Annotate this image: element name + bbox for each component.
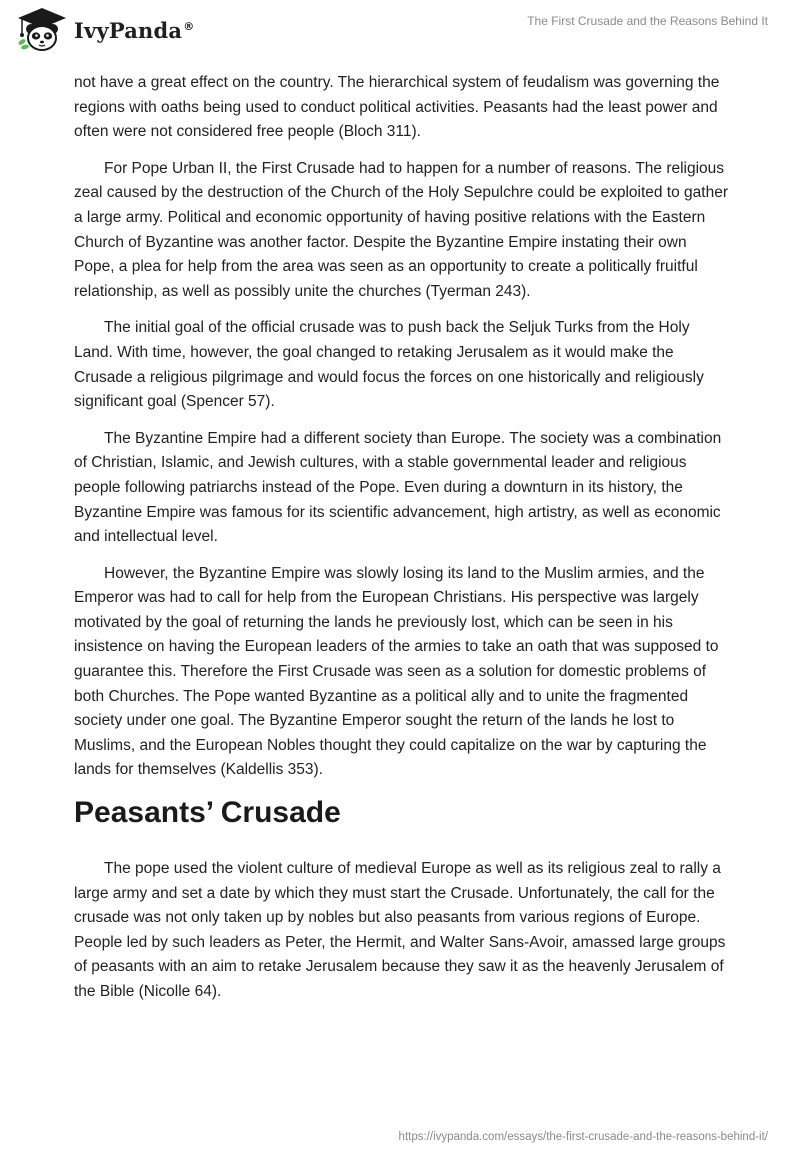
page-header xyxy=(0,0,800,64)
paragraph: The Byzantine Empire had a different society than Europe. The society was a combination of Christian, Islamic, and Jewish cultures, with a stable governmental leader and religious people following patriarchs instead of the Pope. Even during a downturn in its history, the Byzantine Empire was famous for its scientific advancement, high artistry, as well as economic and intellectual level. xyxy=(74,429,722,546)
paragraph: not have a great effect on the country. The hierarchical system of feudalism was governing the regions with oaths being used to conduct political activities. Peasants had the least power and often were not considered free people (Bloch 311). xyxy=(74,74,720,141)
paragraph: However, the Byzantine Empire was slowly losing its land to the Muslim armies, and the Emperor was had to call for help from the European Christians. His perspective was largely motivated by the goal of returning the lands he previously lost, which can be seen in his insistence on having the European leaders of the armies to take an oath that was supposed to guarantee this. Therefore the First Crusade was seen as a solution for domestic problems of both Churches. The Pope wanted Byzantine as a political ally and to unite the fragmented society under one goal. The Byzantine Emperor sought the return of the lands he lost to Muslims, and the European Nobles thought they could capitalize on the war by capturing the lands for themselves (Kaldellis 353). xyxy=(74,564,719,779)
source-url[interactable]: https://ivypanda.com/essays/the-first-crusade-and-the-reasons-behind-it/ xyxy=(398,1131,768,1143)
paragraph: For Pope Urban II, the First Crusade had to happen for a number of reasons. The religious zeal caused by the destruction of the Church of the Holy Sepulchre could be exploited to gather a large army. Political and economic opportunity of having positive relations with the Eastern Church of Byzantine was another factor. Despite the Byzantine Empire instating their own Pope, a plea for help from the area was seen as an opportunity to create a politically fruitful relationship, as well as possibly unite the churches (Tyerman 243). xyxy=(74,159,728,300)
essay-body xyxy=(74,71,728,1017)
logo[interactable] xyxy=(16,6,194,52)
document-title: The First Crusade and the Reasons Behind It xyxy=(527,14,768,28)
logo-wordmark: IvyPanda® xyxy=(74,17,195,43)
paragraph: The pope used the violent culture of medieval Europe as well as its religious zeal to rally a large army and set a date by which they must start the Crusade. Unfortunately, the call for the crusade was not only taken up by nobles but also peasants from various regions of Europe. People led by such leaders as Peter, the Hermit, and Walter Sans-Avoir, amassed large groups of peasants with an aim to retake Jerusalem because they saw it as the heavenly Jerusalem of the Bible (Nicolle 64). xyxy=(74,860,726,1000)
registered-mark: ® xyxy=(183,19,195,33)
paragraph: The initial goal of the official crusade was to push back the Seljuk Turks from the Holy Land. With time, however, the goal changed to retaking Jerusalem as it would make the Crusade a religious pilgrimage and would focus the forces on one historically and religiously significant goal (Spencer 57). xyxy=(74,319,704,411)
panda-graduation-cap-icon xyxy=(16,6,68,52)
section-heading: Peasants’ Crusade xyxy=(74,796,341,830)
